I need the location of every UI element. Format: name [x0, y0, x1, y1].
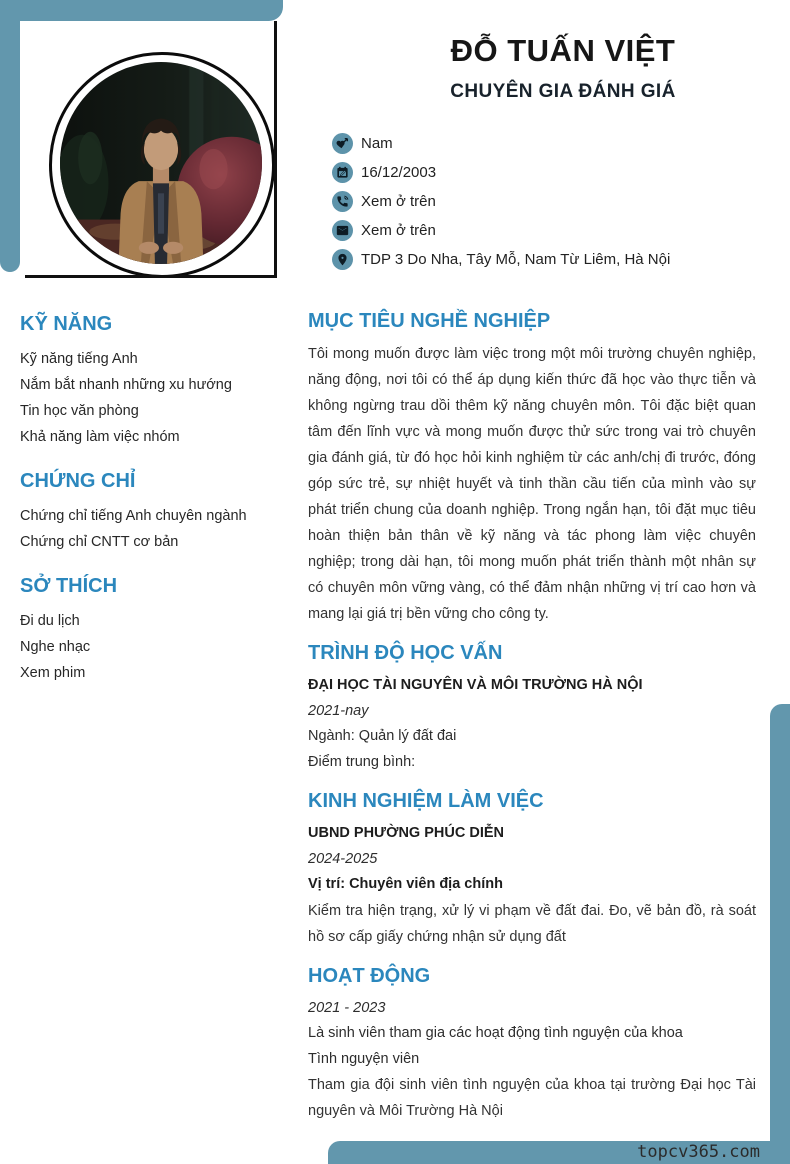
contact-row-address — [332, 245, 670, 274]
experience-company: UBND PHƯỜNG PHÚC DIỄN — [308, 825, 504, 841]
experience-heading: KINH NGHIỆM LÀM VIỆC — [308, 790, 544, 812]
hobbies-heading: SỞ THÍCH — [20, 575, 118, 597]
watermark-text: topcv365.com — [637, 1142, 760, 1162]
email-value: Xem ở trên — [361, 222, 436, 239]
section-experience — [308, 790, 756, 950]
contact-row-email — [332, 216, 670, 245]
education-school: ĐẠI HỌC TÀI NGUYÊN VÀ MÔI TRƯỜNG HÀ NỘI — [308, 677, 643, 693]
education-major: Ngành: Quản lý đất đai — [308, 728, 457, 744]
footer-accent-bar — [328, 1141, 790, 1164]
activities-line3: Tham gia đội sinh viên tình nguyện của khoa tại trường Đại học Tài nguyên và Môi Trường Hà Nội — [308, 1077, 756, 1119]
hobby-item: Nghe nhạc — [20, 639, 91, 655]
activities-period: 2021 - 2023 — [308, 999, 386, 1016]
education-period: 2021-nay — [308, 702, 369, 719]
section-certificates — [20, 470, 288, 555]
activities-line2: Tình nguyện viên — [308, 1050, 420, 1067]
email-icon — [332, 220, 353, 241]
header — [330, 33, 790, 103]
gender-icon — [332, 133, 353, 154]
birthday-value: 16/12/2003 — [361, 164, 437, 181]
skill-item: Khả năng làm việc nhóm — [20, 429, 180, 445]
phone-value: Xem ở trên — [361, 193, 436, 210]
objective-body: Tôi mong muốn được làm việc trong một môi trường chuyên nghiệp, năng động, nơi tôi có thể áp dụng kiến thức đã học vào thực tiễn và không ngừng trau dồi thêm kỹ năng chuyên môn. Tôi đặc biệt quan tâm đến lĩnh vực và mong muốn được thử sức trong vai trò chuyên gia đánh giá, từ đó học hỏi kinh nghiệm từ các anh/chị đi trước, đóng góp sức trẻ, sự nhiệt huyết và tinh thần cầu tiến của mình vào sự phát triển chung của doanh nghiệp. Trong ngắn hạn, tôi đặt mục tiêu hoàn thiện bản thân về kỹ năng và tác phong làm việc chuyên nghiệp; trong dài hạn, tôi mong muốn phát triển thành một nhân sự có chuyên môn vững vàng, có thể đảm nhận những vị trí cao hơn và mang lại giá trị bền vững cho công ty. — [308, 346, 756, 622]
contact-row-birthday — [332, 158, 670, 187]
location-icon — [332, 249, 353, 270]
hobby-item: Xem phim — [20, 665, 86, 681]
experience-position: Vị trí: Chuyên viên địa chính — [308, 876, 503, 892]
experience-period: 2024-2025 — [308, 850, 378, 867]
top-accent-band — [0, 0, 283, 21]
main-column — [308, 310, 756, 1139]
education-gpa: Điểm trung bình: — [308, 753, 416, 770]
candidate-name: ĐỖ TUẤN VIỆT — [450, 33, 676, 68]
profile-photo-frame — [25, 21, 277, 278]
contact-row-gender — [332, 129, 670, 158]
hobby-item: Đi du lịch — [20, 613, 80, 629]
skill-item: Nắm bắt nhanh những xu hướng — [20, 377, 232, 393]
education-heading: TRÌNH ĐỘ HỌC VẤN — [308, 642, 503, 664]
skill-item: Kỹ năng tiếng Anh — [20, 351, 138, 367]
contact-list — [332, 129, 670, 274]
sidebar — [20, 313, 288, 706]
contact-row-phone — [332, 187, 670, 216]
gender-value: Nam — [361, 135, 393, 152]
skills-heading: KỸ NĂNG — [20, 313, 113, 335]
certificate-item: Chứng chỉ tiếng Anh chuyên ngành — [20, 508, 247, 524]
activities-line1: Là sinh viên tham gia các hoạt động tình nguyện của khoa — [308, 1025, 683, 1041]
job-title: CHUYÊN GIA ĐÁNH GIÁ — [450, 81, 676, 102]
address-value: TDP 3 Do Nha, Tây Mỗ, Nam Từ Liêm, Hà Nội — [361, 251, 671, 268]
certificates-heading: CHỨNG CHỈ — [20, 470, 136, 492]
certificate-item: Chứng chỉ CNTT cơ bản — [20, 534, 179, 550]
objective-heading: MỤC TIÊU NGHỀ NGHIỆP — [308, 310, 551, 332]
activities-heading: HOẠT ĐỘNG — [308, 964, 431, 987]
phone-icon — [332, 191, 353, 212]
section-activities — [308, 965, 756, 1125]
calendar-icon — [332, 162, 353, 183]
section-hobbies — [20, 575, 288, 686]
photo-outline-ring — [49, 52, 275, 278]
left-accent-strip — [0, 0, 20, 272]
section-objective — [308, 310, 756, 627]
right-accent-strip — [770, 704, 790, 1164]
experience-description: Kiểm tra hiện trạng, xử lý vi phạm về đất đai. Đo, vẽ bản đồ, rà soát hồ sơ cấp giấy chứng nhận sử dụng đất — [308, 902, 756, 945]
section-skills — [20, 313, 288, 450]
section-education — [308, 642, 756, 775]
skill-item: Tin học văn phòng — [20, 403, 139, 419]
